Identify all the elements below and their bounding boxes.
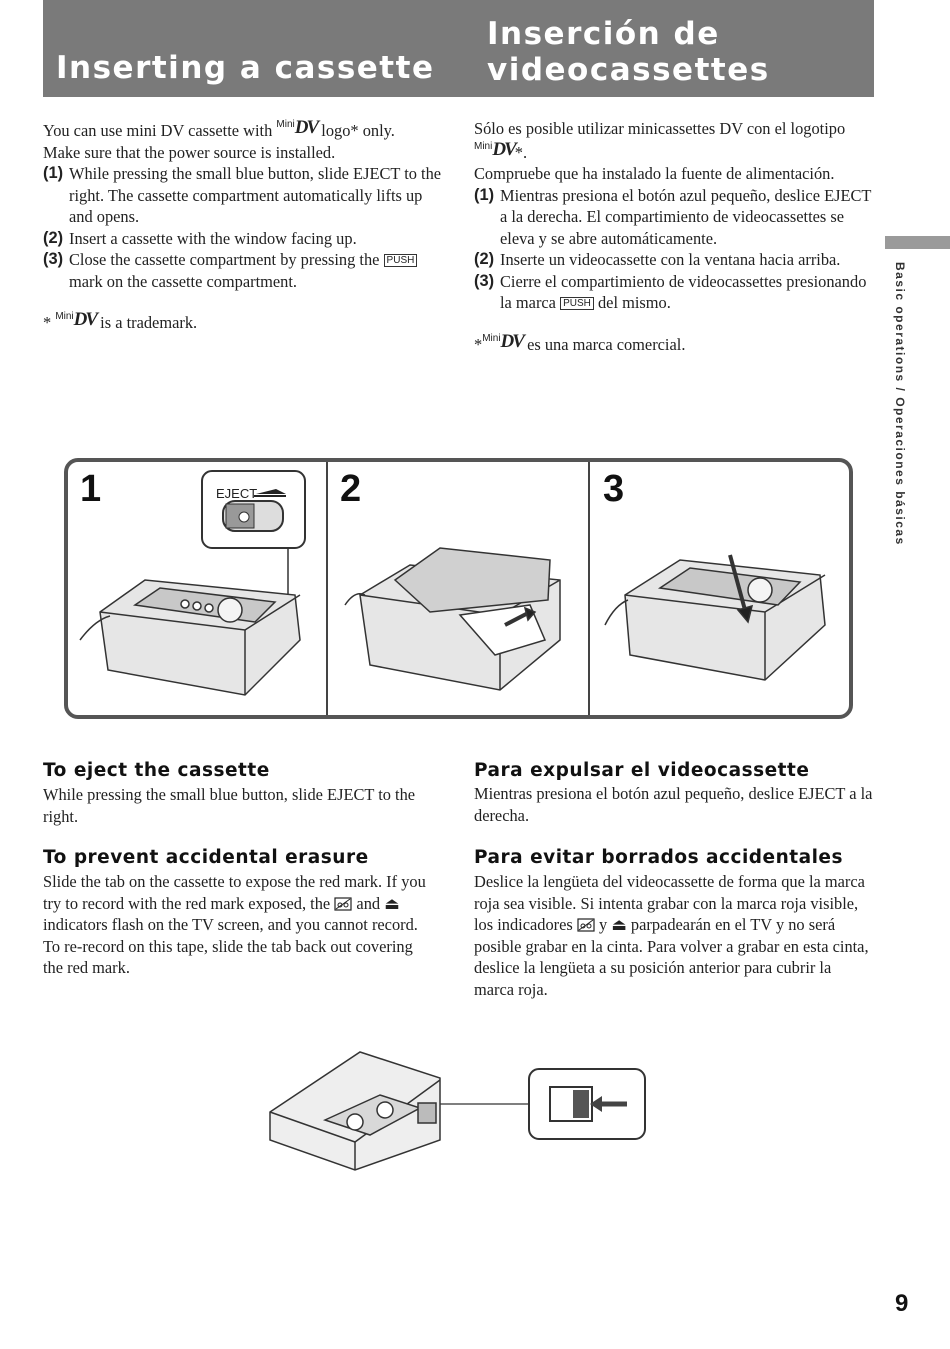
step-2-es: (2) Inserte un videocassette con la ventana hacia arriba. [474, 250, 841, 269]
intro-text-es: Sólo es posible utilizar minicassettes DV con el logotipo $^{Mini}$DV*. [474, 119, 846, 162]
minidv-logo-icon: $^{Mini}$DV [482, 330, 523, 352]
erasure-text-es: Deslice la lengüeta del videocassette de forma que la marca roja sea visible. Si intenta grabar con la marca roja visible, los indicadores y ⏏ parpadearán en el TV y no será posible grabar en la cinta. Para volver a grabar en esta cinta, deslice la lengüeta a su posición anterior para cubrir la marca roja. [474, 872, 869, 999]
eject-text-es: Mientras presiona el botón azul pequeño, deslice EJECT a la derecha. [474, 784, 873, 825]
minidv-logo-icon: $^{Mini}$DV [55, 309, 97, 330]
minidv-cassette-icon [270, 1052, 440, 1170]
minidv-logo-icon: $^{Mini}$DV [474, 138, 515, 160]
device-closing [605, 555, 825, 680]
write-protect-tab-callout [440, 1069, 645, 1139]
step-3-es: (3) Cierre el compartimiento de videocassettes presionando la marca PUSH del mismo. [474, 271, 867, 312]
page-title-es-line1: Inserción de [487, 16, 720, 52]
intro-text: You can use mini DV cassette with $^{Mini}$DV logo* only. [43, 117, 395, 140]
power-text-es: Compruebe que ha instalado la fuente de alimentación. [474, 164, 835, 183]
device-closed [80, 580, 300, 695]
cassette-warning-icon [577, 918, 595, 932]
panel-number-1: 1 [80, 468, 102, 510]
minidv-logo-icon: $^{Mini}$DV [276, 117, 318, 138]
step-1-es: (1) Mientras presiona el botón azul pequeño, deslice EJECT a la derecha. El compartimiento de videocassettes se eleva y se abre automáticamente. [474, 185, 872, 248]
panel-number-2: 2 [340, 468, 362, 510]
page-title-en: Inserting a cassette [56, 50, 435, 86]
step-3: (3) Close the cassette compartment by pressing the PUSH mark on the cassette compartment. [43, 249, 443, 292]
eject-label: EJECT [216, 486, 258, 501]
trademark-note-es: *$^{Mini}$DV es una marca comercial. [474, 330, 686, 354]
step-2: (2) Insert a cassette with the window facing up. [43, 228, 357, 248]
eject-text-en: While pressing the small blue button, slide EJECT to the right. [43, 785, 416, 826]
eject-indicator-icon: ⏏ [611, 915, 627, 935]
step-1: (1) While pressing the small blue button, slide EJECT to the right. The cassette compartment automatically lifts up and opens. [43, 164, 442, 226]
eject-heading-es: Para expulsar el videocassette [474, 760, 810, 781]
erasure-heading-es: Para evitar borrados accidentales [474, 847, 843, 868]
erasure-text-en: Slide the tab on the cassette to expose the red mark. If you try to record with the red mark exposed, the and ⏏ indicators flash on the TV screen, and you cannot record. To re-record on this tape, slide the tab back out covering the red mark. [43, 872, 426, 978]
erasure-heading-en: To prevent accidental erasure [43, 847, 369, 868]
page-title-es-line2: videocassettes [487, 52, 770, 88]
device-open [345, 548, 560, 690]
eject-indicator-icon: ⏏ [384, 893, 400, 913]
push-mark-icon: PUSH [560, 297, 594, 310]
cassette-warning-icon [334, 897, 352, 911]
push-mark-icon: PUSH [384, 254, 418, 267]
trademark-note: * $^{Mini}$DV is a trademark. [43, 309, 198, 332]
page-number: 9 [895, 1290, 909, 1317]
eject-heading-en: To eject the cassette [43, 760, 270, 781]
panel-number-3: 3 [603, 468, 625, 510]
power-text: Make sure that the power source is installed. [43, 142, 336, 162]
section-side-label: Basic operations / Operaciones básicas [893, 262, 907, 546]
